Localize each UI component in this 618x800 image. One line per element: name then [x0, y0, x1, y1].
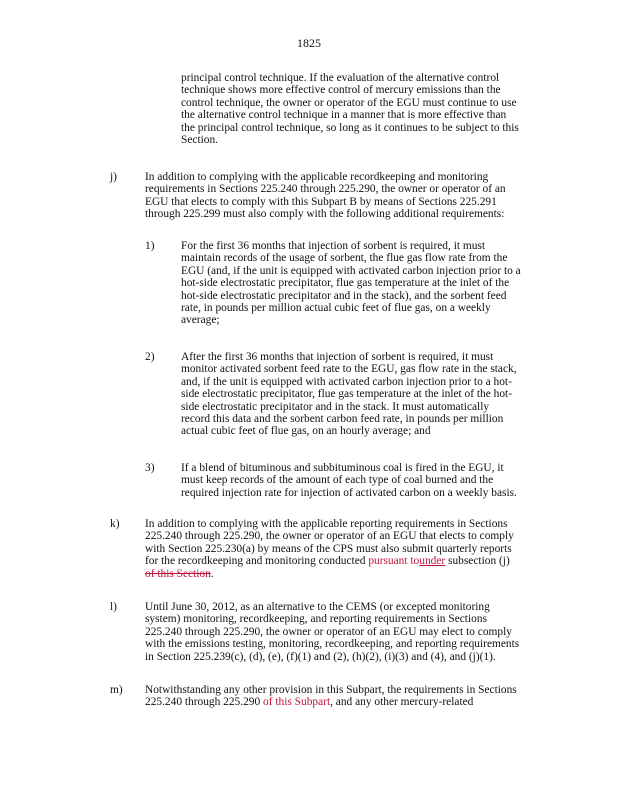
paragraph-m	[145, 684, 517, 709]
paragraph-j	[145, 171, 506, 221]
text: , and any other mercury-related	[330, 696, 474, 709]
text-line: control technique, the owner or operator of the EGU must continue to use	[181, 96, 517, 109]
text-line: record this data and the sorbent carbon feed rate, in pounds per million	[181, 413, 504, 426]
text: 225.240 through 225.290	[145, 696, 264, 709]
inserted-text: of this Subpart	[263, 696, 331, 709]
text-line: monitor activated sorbent feed rate to the EGU, gas flow rate in the stack,	[181, 363, 517, 376]
inserted-text: under	[419, 555, 446, 568]
page-number: 1825	[297, 36, 321, 50]
paragraph-j1	[181, 240, 521, 327]
text-line: 225.240 through 225.290, the owner or operator of an EGU that elects to comply	[145, 530, 514, 543]
text-line: side electrostatic precipitator, flue gas temperature at the inlet of the hot-	[181, 388, 513, 401]
text-line: actual cubic feet of flue gas, on an hourly average; and	[181, 425, 431, 438]
text-line: hot-side electrostatic precipitator and in the stack), and the sorbent feed	[181, 289, 507, 302]
text-line: system) monitoring, recordkeeping, and reporting requirements in Sections	[145, 613, 487, 626]
paragraph-k-line	[145, 555, 514, 567]
text-line: EGU (and, if the unit is equipped with activated carbon injection prior to a	[181, 264, 521, 277]
item-label-j: j)	[110, 171, 117, 183]
text-line: side electrostatic precipitator and in the stack. It must automatically	[181, 400, 490, 413]
item-label-k: k)	[110, 518, 120, 530]
paragraph-j3	[181, 462, 517, 499]
text-line: In addition to complying with the applicable recordkeeping and monitoring	[145, 171, 489, 183]
text-line: required injection rate for injection of activated carbon on a weekly basis.	[181, 486, 517, 499]
text-line: the alternative control technique in a manner that is more effective than	[181, 109, 507, 122]
deleted-text: of this Section	[145, 567, 211, 580]
item-label-j3: 3)	[145, 462, 155, 474]
text-line: technique shows more effective control of mercury emissions than the	[181, 84, 501, 97]
continued-paragraph	[181, 72, 519, 146]
text-line: and, if the unit is equipped with activated carbon injection prior to a hot-	[181, 375, 512, 388]
text: .	[210, 567, 214, 580]
text-line: with the emissions testing, monitoring, recordkeeping, and reporting requirements	[145, 638, 520, 651]
text: for the recordkeeping and monitoring conducted	[145, 555, 369, 568]
text-line: In addition to complying with the applicable reporting requirements in Sections	[145, 518, 508, 530]
paragraph-l	[145, 601, 519, 663]
text-line: requirements in Sections 225.240 through 225.290, the owner or operator of an	[145, 183, 506, 196]
item-label-l: l)	[110, 601, 117, 613]
item-label-j1: 1)	[145, 240, 155, 252]
text-line: hot-side electrostatic precipitator, flue gas temperature at the inlet of the	[181, 277, 510, 290]
paragraph-k	[145, 518, 514, 580]
item-label-j2: 2)	[145, 351, 155, 363]
text-line: EGU that elects to comply with this Subpart B by means of Sections 225.291	[145, 195, 497, 208]
text-line: For the first 36 months that injection of sorbent is required, it must	[181, 240, 486, 252]
text-line: in Section 225.239(c), (d), (e), (f)(1) and (2), (h)(2), (i)(3) and (4), and (j)(1).	[145, 650, 496, 663]
inserted-text: pursuant to	[368, 555, 420, 568]
text-line: rate, in pounds per million actual cubic feet of flue gas, on a weekly	[181, 302, 491, 315]
text-line: principal control technique. If the evaluation of the alternative control	[181, 72, 500, 84]
text-line: If a blend of bituminous and subbituminous coal is fired in the EGU, it	[181, 462, 504, 474]
text-line: with Section 225.230(a) by means of the CPS must also submit quarterly reports	[145, 542, 512, 555]
text-line: maintain records of the usage of sorbent, the flue gas flow rate from the	[181, 252, 508, 265]
text-line: Until June 30, 2012, as an alternative to the CEMS (or excepted monitoring	[145, 601, 490, 613]
text-line: After the first 36 months that injection of sorbent is required, it must	[181, 351, 494, 363]
text-line: through 225.299 must also comply with the following additional requirements:	[145, 208, 505, 221]
text-line: Notwithstanding any other provision in this Subpart, the requirements in Sections	[145, 684, 517, 696]
paragraph-j2	[181, 351, 517, 438]
text-line: average;	[181, 314, 220, 327]
item-label-m: m)	[110, 684, 123, 696]
text-line: 225.240 through 225.290, the owner or operator of an EGU may elect to comply	[145, 625, 512, 638]
text: subsection (j)	[448, 555, 510, 568]
text-line: the principal control technique, so long as it continues to be subject to this	[181, 121, 519, 134]
text-line: Section.	[181, 134, 219, 147]
text-line: must keep records of the amount of each type of coal burned and the	[181, 474, 494, 487]
